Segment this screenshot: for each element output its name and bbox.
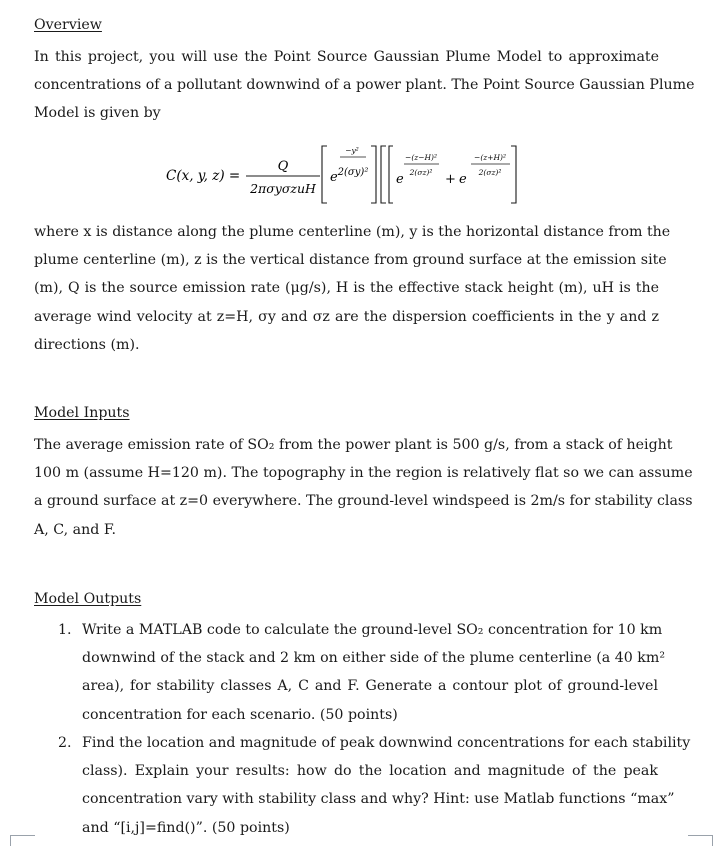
list-number: 1. (58, 622, 72, 638)
list-item-line: concentration vary with stability class and why? Hint: use Matlab functions “max” (82, 791, 675, 808)
left-bracket (381, 146, 386, 203)
list-item-line: downwind of the stack and 2 km on either side of the plume centerline (a 40 km² (82, 650, 666, 667)
inputs-paragraph (34, 431, 693, 544)
right-bracket (371, 146, 376, 203)
inputs-line: a ground surface at z=0 everywhere. The ground-level windspeed is 2m/s for stability class (34, 493, 693, 510)
definitions-line: (m), Q is the source emission rate (μg/s), H is the effective stack height (m), uH is the (34, 280, 659, 297)
output-item-1 (58, 616, 666, 729)
output-item-2 (58, 729, 691, 842)
list-item-line: and “[i,j]=find()”. (50 points) (82, 819, 290, 836)
overview-line: concentrations of a pollutant downwind of a power plant. The Point Source Gaussian Plume (34, 77, 695, 94)
outputs-heading: Model Outputs (34, 591, 142, 607)
page-corner-mark (10, 835, 35, 846)
definitions-line: average wind velocity at z=H, σy and σz are the dispersion coefficients in the y and z (34, 308, 659, 325)
left-bracket (322, 146, 327, 203)
definitions-line: directions (m). (34, 336, 140, 353)
exp-base-e: e (330, 170, 338, 185)
list-item-line: class). Explain your results: how do the location and magnitude of the peak (82, 763, 658, 780)
exp3-denominator: 2(σz)² (478, 168, 502, 177)
overview-heading: Overview (34, 17, 102, 33)
list-item-line: Find the location and magnitude of peak downwind concentrations for each stability (82, 735, 691, 751)
inputs-line: The average emission rate of SO₂ from the power plant is 500 g/s, from a stack of height (34, 437, 673, 453)
exp2-numerator: −(z−H)² (405, 153, 437, 162)
left-bracket (389, 146, 393, 203)
exp3-numerator: −(z+H)² (474, 153, 506, 162)
exp1-numerator: −y² (345, 146, 359, 155)
definitions-line: where x is distance along the plume centerline (m), y is the horizontal distance from the (34, 224, 671, 240)
overview-line: Model is given by (34, 105, 161, 122)
plus-sign: + (445, 172, 456, 187)
definitions-line: plume centerline (m), z is the vertical distance from ground surface at the emission site (34, 252, 667, 269)
definitions-paragraph (34, 218, 671, 359)
right-bracket (511, 146, 516, 203)
list-item-line: concentration for each scenario. (50 points) (82, 706, 398, 723)
list-number: 2. (58, 735, 72, 751)
formula-numerator: Q (277, 159, 289, 174)
exp1-denominator: 2(σy)² (337, 167, 369, 178)
inputs-line: 100 m (assume H=120 m). The topography in the region is relatively flat so we can assume (34, 465, 693, 482)
exp2-denominator: 2(σz)² (409, 168, 433, 177)
formula-denominator: 2πσyσzuH (250, 181, 316, 196)
page-corner-mark (688, 835, 713, 846)
exp-base-e: e (396, 172, 404, 187)
list-item-line: area), for stability classes A, C and F. Generate a contour plot of ground-level (82, 678, 658, 695)
exp-base-e: e (459, 172, 467, 187)
gaussian-plume-formula (0, 0, 723, 220)
list-item-line: Write a MATLAB code to calculate the ground-level SO₂ concentration for 10 km (82, 622, 663, 638)
inputs-heading: Model Inputs (34, 405, 130, 421)
inputs-line: A, C, and F. (34, 521, 116, 538)
overview-line: In this project, you will use the Point Source Gaussian Plume Model to approximate (34, 49, 659, 65)
formula-lhs: C(x, y, z) = (166, 168, 241, 184)
